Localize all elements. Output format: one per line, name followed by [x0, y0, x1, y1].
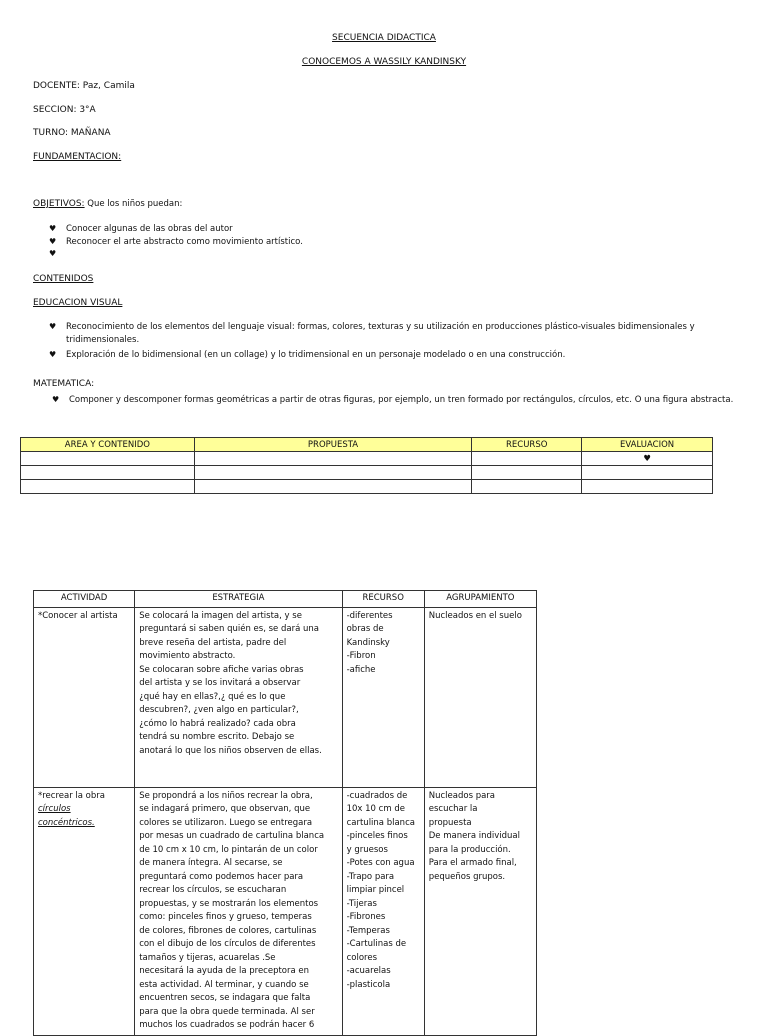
cell-text-line: Se colocará la imagen del artista, y se	[139, 610, 302, 621]
column-header: RECURSO	[472, 438, 582, 452]
plan-table	[20, 437, 713, 494]
cell-text-line: -acuarelas	[346, 966, 391, 976]
cell-text-line: como: pinceles finos y grueso, temperas	[139, 912, 312, 922]
cell-text-line: encuentren secos, se indagara que falta	[139, 993, 311, 1003]
cell-text-line: con el dibujo de los círculos de diferentes	[139, 939, 316, 949]
table-cell	[582, 466, 713, 480]
table-cell	[582, 480, 713, 494]
cell-text-line: preguntará si saben quién es, se dará una	[139, 624, 319, 634]
table-cell	[194, 480, 472, 494]
cell-text-line: esta actividad. Al terminar, y cuando se	[139, 979, 309, 990]
list-item: ♥ Reconocer el arte abstracto como movimiento artístico.	[49, 236, 303, 247]
cell-text-line: -Trapo para	[346, 871, 395, 882]
contenidos-heading: CONTENIDOS	[33, 274, 94, 284]
cell-text-line: colores se utilizaron. Luego se entregara	[139, 817, 313, 828]
heart-bullet-icon: ♥	[49, 322, 57, 331]
cell-text-line: -cuadrados de	[346, 790, 408, 801]
heart-bullet-icon: ♥	[49, 236, 57, 246]
cell-text-line: -diferentes	[346, 610, 393, 621]
column-header: EVALUACION	[582, 438, 713, 452]
cell-text-line: limpiar pincel	[346, 885, 405, 895]
table-row	[21, 480, 713, 494]
document-title: SECUENCIA DIDACTICA	[332, 33, 436, 43]
table-cell	[21, 452, 195, 466]
cell-text-line: Para el armado final,	[428, 858, 517, 868]
heart-bullet-icon: ♥	[49, 350, 57, 359]
cell-text-line: De manera individual	[428, 831, 520, 841]
cell-text-line: -afiche	[346, 664, 376, 675]
cell-text-line: -pinceles finos	[346, 831, 408, 841]
cell-text-line: propuestas, y se mostrarán los elementos	[139, 898, 319, 909]
cell-text-line: descubren?, ¿ven algo en particular?,	[139, 705, 299, 715]
educacion-visual-heading: EDUCACION VISUAL	[33, 298, 123, 308]
turno-line: TURNO: MAÑANA	[33, 128, 111, 138]
cell-text-line: se indagará primero, que observan, que	[139, 804, 311, 814]
cell-text-line: y gruesos	[346, 844, 388, 855]
estrategia-cell	[135, 787, 342, 1035]
list-item: ♥ Reconocimiento de los elementos del lenguaje visual: formas, colores, texturas y su utilización en producciones plástico-visuales bidimensionales y	[49, 322, 695, 332]
cell-text-line: por mesas un cuadrado de cartulina blanca	[139, 831, 325, 841]
cell-text-line: propuesta	[428, 817, 472, 828]
recurso-cell	[342, 607, 424, 787]
cell-text-line: colores	[346, 952, 377, 963]
cell-text-line: pequeños grupos.	[428, 871, 506, 882]
table-cell	[472, 466, 582, 480]
cell-text-line: Nucleados para	[428, 790, 496, 801]
cell-text-line: -Potes con agua	[346, 858, 415, 868]
cell-text-line: -Fibron	[346, 651, 376, 661]
activity-table	[33, 590, 537, 1036]
table-cell	[21, 466, 195, 480]
table-cell	[472, 452, 582, 466]
actividad-cell: *Conocer al artista	[34, 607, 135, 787]
cell-text-line: preguntará como podemos hacer para	[139, 871, 304, 882]
column-header: RECURSO	[342, 591, 424, 608]
heart-bullet-icon: ♥	[582, 452, 713, 466]
agrupamiento-cell	[424, 607, 536, 787]
cell-text-line: Se propondrá a los niños recrear la obra,	[139, 790, 313, 801]
cell-text-line: escuchar la	[428, 804, 478, 814]
cell-text-line: -Fibrones	[346, 912, 386, 922]
list-item: ♥ Exploración de lo bidimensional (en un collage) y lo tridimensional en un personaje modelado o en una construcción.	[49, 350, 566, 360]
table-row	[34, 607, 537, 787]
table-row	[21, 452, 713, 466]
column-header: ACTIVIDAD	[34, 591, 135, 608]
cell-text-line: de manera íntegra. Al secarse, se	[139, 858, 283, 868]
cell-text-line: ¿cómo lo habrá realizado? cada obra	[139, 718, 296, 729]
heart-bullet-icon: ♥	[49, 224, 57, 233]
cell-text-line: breve reseña del artista, padre del	[139, 637, 287, 648]
cell-text-line: -Cartulinas de	[346, 939, 407, 949]
cell-text-line: Se colocaran sobre afiche varias obras	[139, 664, 304, 675]
cell-text-line: de 10 cm x 10 cm, lo pintarán de un color	[139, 844, 318, 855]
plan-table-header	[21, 438, 713, 452]
column-header: AREA Y CONTENIDO	[21, 438, 195, 452]
cell-text-line: para la producción.	[428, 844, 511, 855]
heart-bullet-icon: ♥	[49, 249, 57, 258]
cell-text-line: -plasticola	[346, 979, 391, 990]
matematica-heading: MATEMATICA:	[33, 379, 95, 389]
column-header: ESTRATEGIA	[135, 591, 342, 608]
cell-text-line: tamaños y tijeras, acuarelas .Se	[139, 952, 276, 963]
table-cell	[194, 452, 472, 466]
objetivos-list	[49, 223, 303, 258]
cell-text-line: recrear los círculos, se escucharan	[139, 885, 287, 895]
cell-text-line: del artista y se los invitará a observar	[139, 678, 301, 688]
list-item: ♥ Conocer algunas de las obras del autor	[49, 224, 233, 234]
seccion-line: SECCION: 3°A	[33, 105, 96, 115]
objetivos-line	[33, 198, 182, 211]
column-header: PROPUESTA	[194, 438, 472, 452]
table-row	[34, 787, 537, 1035]
document-subtitle: CONOCEMOS A WASSILY KANDINSKY	[301, 57, 467, 67]
cell-text-line: de colores, fibrones de colores, cartulinas	[139, 925, 317, 936]
cell-text-line: para que la obra quede terminada. Al ser	[139, 1006, 315, 1017]
objetivos-heading: OBJETIVOS:	[33, 199, 85, 209]
table-cell	[194, 466, 472, 480]
activity-table-header	[34, 591, 537, 608]
agrupamiento-cell	[424, 787, 536, 1035]
cell-text-line: ¿qué hay en ellas?,¿ qué es lo que	[139, 691, 286, 702]
objetivos-intro: Que los niños puedan:	[84, 199, 183, 209]
recurso-cell	[342, 787, 424, 1035]
cell-text-line: -Temperas	[346, 925, 390, 936]
table-cell	[472, 480, 582, 494]
heart-bullet-icon: ♥	[52, 395, 60, 404]
table-cell	[21, 480, 195, 494]
table-row	[21, 466, 713, 480]
cell-text-line: tendrá su nombre escrito. Debajo se	[139, 732, 295, 742]
cell-text-line: Kandinsky	[346, 637, 390, 648]
cell-text-line: obras de	[346, 624, 384, 634]
column-header: AGRUPAMIENTO	[424, 591, 536, 608]
cell-text-line: 10x 10 cm de	[346, 804, 405, 814]
list-item-continuation: tridimensionales.	[66, 334, 140, 345]
cell-text-line: necesitará la ayuda de la preceptora en	[139, 966, 310, 976]
educacion-visual-list	[49, 321, 695, 362]
actividad-cell: *recrear la obra círculos concéntricos.	[34, 787, 135, 1035]
fundamentacion-heading: FUNDAMENTACION:	[33, 152, 122, 162]
cell-text-line: Nucleados en el suelo	[428, 610, 522, 621]
matematica-list	[52, 394, 733, 407]
cell-text-line: movimiento abstracto.	[139, 651, 236, 661]
cell-text-line: -Tijeras	[346, 898, 377, 909]
cell-text-line: cartulina blanca	[346, 817, 415, 828]
list-item: ♥ Componer y descomponer formas geométricas a partir de otras figuras, por ejemplo, un tren formado por rectángulos, círculos, etc. O una figura abstracta.	[52, 395, 734, 405]
docente-line: DOCENTE: Paz, Camila	[33, 81, 135, 91]
estrategia-cell	[135, 607, 342, 787]
cell-text-line: muchos los cuadrados se podrán hacer 6	[139, 1020, 315, 1030]
cell-text-line: anotará lo que los niños observen de ellas.	[139, 745, 322, 756]
